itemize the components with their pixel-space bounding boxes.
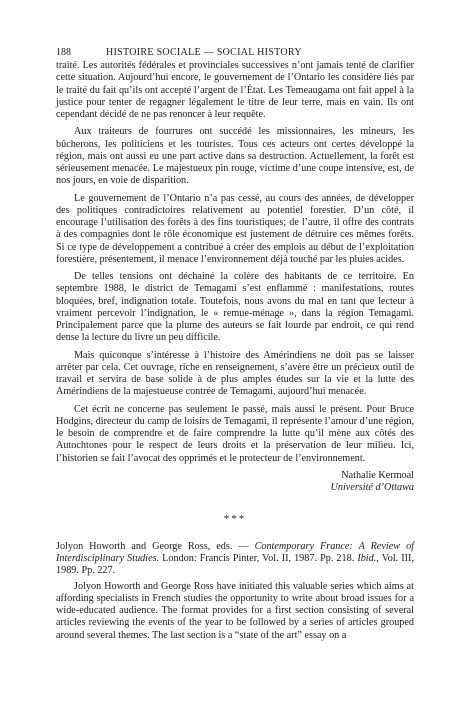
review-paragraph: Jolyon Howorth and George Ross have initiated this valuable series which aims at affording specialists in French studies the opportunity to write about broad issues for a wide-educated audience. The format provides for a first section consisting of several articles reviewing the events of the year to be followed by a series of articles grouped around several themes. The last section is a “state of the art” essay on a bbox=[56, 580, 414, 641]
review-paragraph: De telles tensions ont déchainé la colère des habitants de ce territoire. En septembre 1988, le district de Temagami s’est enflammé : manifestations, routes bloquées, bref, indignation totale. Toutefois, nous avons du mal en tant que lecteur à vraiment percevoir l’indignation, le « remue-ménage », dans la région Temagami. Principalement parce que la plume des auteurs se fait lourde par endroit, ce qui rend dense la lecture du livre un peu difficile. bbox=[56, 271, 414, 344]
review-paragraph: Cet écrit ne concerne pas seulement le passé, mais aussi le présent. Pour Bruce Hodgins, directeur du camp de loisirs de Temagami, il représente l’amour d’une région, le besoin de comprendre et de faire comprendre la lutte qu’il mène aux côtés des Autochtones pour le respect de leurs droits et la préservation de leur milieu. Ici, l’historien se fait l’avocat des opprimés et le protecteur de l’environnement. bbox=[56, 403, 414, 464]
review-paragraph: traité. Les autorités fédérales et provinciales successives n’ont jamais tenté de clarifier cette situation. Aujourd’hui encore, le gouvernement de l’Ontario les considère liés par le traité du fait qu’ils ont accepté l’argent de l’État. Les Temeaugama ont fait appel à la justice pour tenter de regagner légalement le titre de leur terre, mais en vain. Ils ont cependant décidé de ne pas renoncer à leur requête. bbox=[56, 60, 414, 120]
running-title: HISTOIRE SOCIALE — SOCIAL HISTORY bbox=[106, 47, 302, 58]
reviewer-affiliation: Université d’Ottawa bbox=[330, 482, 414, 494]
citation-publisher: London: Francis Pinter, Vol. II, 1987. Pp. 218. bbox=[159, 553, 358, 564]
section-separator: *** bbox=[223, 512, 247, 525]
reviewer-name: Nathalie Kermoal bbox=[341, 469, 414, 481]
page-number: 188 bbox=[56, 47, 71, 58]
page-body bbox=[56, 60, 414, 647]
book-citation bbox=[56, 541, 414, 578]
citation-title: Contemporary France: A Review of Interdisciplinary Studies. bbox=[56, 540, 414, 564]
citation-volume: , Vol. III, 1989. Pp. 227. bbox=[56, 553, 414, 577]
review-paragraph: Le gouvernement de l’Ontario n’a pas cessé, au cours des années, de développer des politiques contradictoires relativement au potentiel forestier. D’un côté, il encourage l’utilisation des forêts à des fins touristiques; de l’autre, il offre des contrats à des compagnies dont le rôle économique est justement de détruire ces mêmes forêts. Si ce type de développement a contribué à créer des emplois au début de l’exploitation forestière, présentement, il menace l’environnement déjà touché par les pluies acides. bbox=[56, 192, 414, 265]
review-paragraph: Aux traiteurs de fourrures ont succédé les missionnaires, les mineurs, les bûcherons, les politiciens et les touristes. Tous ces acteurs ont certes développé la région, mais ont aussi eu une part active dans sa destruction. Actuellement, la forêt est sérieusement menacée. Le majestueux pin rouge, victime d’une coupe intensive, est, de nos jours, en voie de disparition. bbox=[56, 126, 414, 187]
citation-ibid: Ibid. bbox=[357, 553, 377, 564]
reviewer-signature bbox=[56, 470, 414, 495]
review-paragraph: Mais quiconque s’intéresse à l’histoire des Amérindiens ne doit pas se laisser arrêter par cela. Cet ouvrage, riche en renseignement, s’avère être un précieux outil de travail et servira de base solide à de plus amples études sur la vie et la lutte des Amérindiens de la majestueuse contrée de Temagami, aujourd’hui menacée. bbox=[56, 349, 414, 398]
citation-authors: Jolyon Howorth and George Ross, eds. — bbox=[56, 540, 255, 552]
